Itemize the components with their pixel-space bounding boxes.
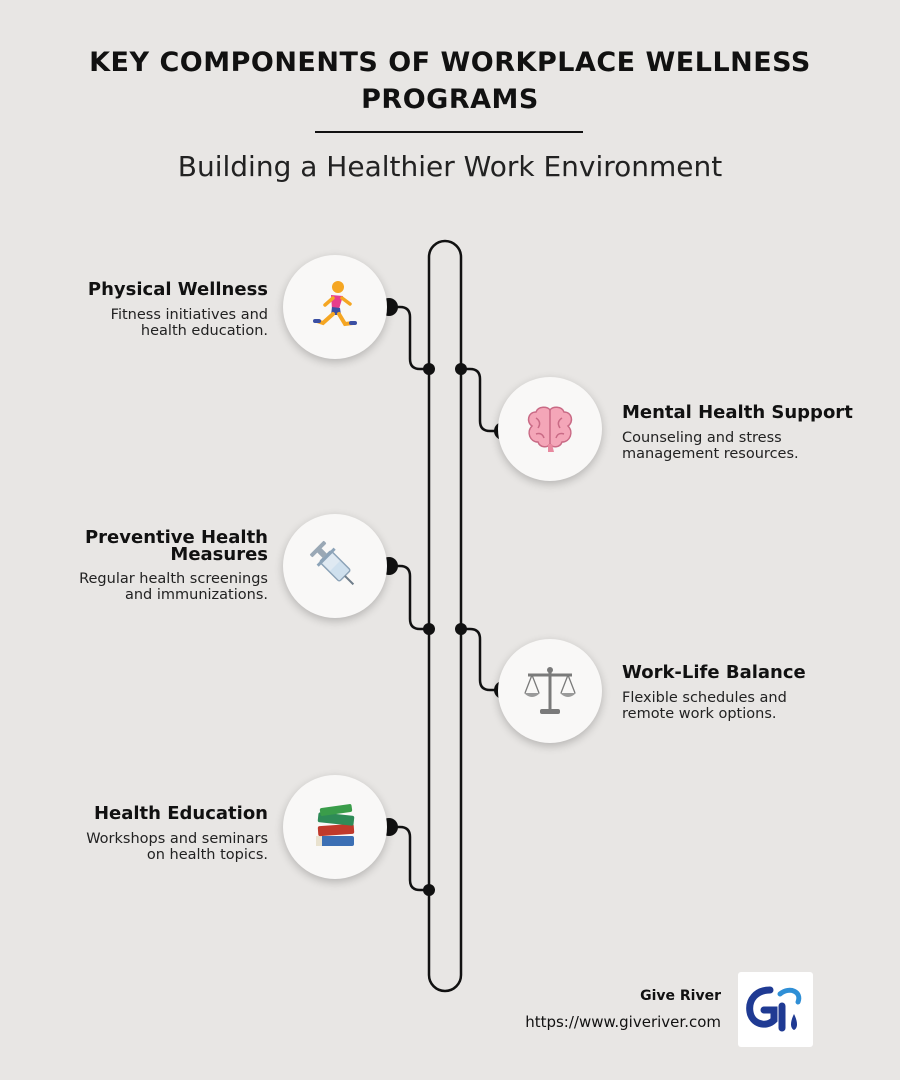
page-subtitle: Building a Healthier Work Environment — [177, 150, 723, 183]
item-description: Regular health screenings and immunizations. — [79, 571, 268, 603]
timeline-track — [429, 241, 461, 991]
connector-work-life-balance — [461, 629, 503, 690]
item-description: Fitness initiatives and health education. — [110, 307, 268, 339]
brand-url-link[interactable]: https://www.giveriver.com — [525, 1013, 721, 1031]
node-dot — [423, 884, 435, 896]
page-title: KEY COMPONENTS OF WORKPLACE WELLNESS PROGRAMS — [89, 47, 811, 115]
balance-scale-icon — [498, 639, 602, 743]
brand-name: Give River — [640, 988, 721, 1004]
item-mental-health-support — [622, 404, 867, 462]
item-physical-wellness — [43, 281, 268, 339]
syringe-icon — [283, 514, 387, 618]
item-title: Health Education — [93, 803, 268, 824]
item-description: Flexible schedules and remote work options. — [622, 690, 787, 722]
item-title: Mental Health Support — [622, 402, 853, 423]
item-preventive-health-measures — [43, 529, 268, 603]
item-health-education — [43, 805, 268, 863]
connector-mental-health — [461, 369, 503, 431]
brain-icon — [498, 377, 602, 481]
runner-icon — [283, 255, 387, 359]
connector-physical-wellness — [389, 307, 429, 369]
item-title: Preventive Health Measures — [84, 527, 268, 565]
connector-health-education — [389, 827, 429, 890]
node-dot — [455, 363, 467, 375]
node-dot — [423, 623, 435, 635]
node-dot — [423, 363, 435, 375]
item-title: Physical Wellness — [87, 279, 268, 300]
node-dot — [455, 623, 467, 635]
books-icon — [283, 775, 387, 879]
item-title: Work-Life Balance — [622, 662, 806, 683]
item-work-life-balance — [622, 664, 867, 722]
item-description: Workshops and seminars on health topics. — [86, 831, 268, 863]
connector-preventive-health — [389, 566, 429, 629]
give-river-logo — [738, 972, 813, 1047]
item-description: Counseling and stress management resources. — [622, 430, 799, 462]
